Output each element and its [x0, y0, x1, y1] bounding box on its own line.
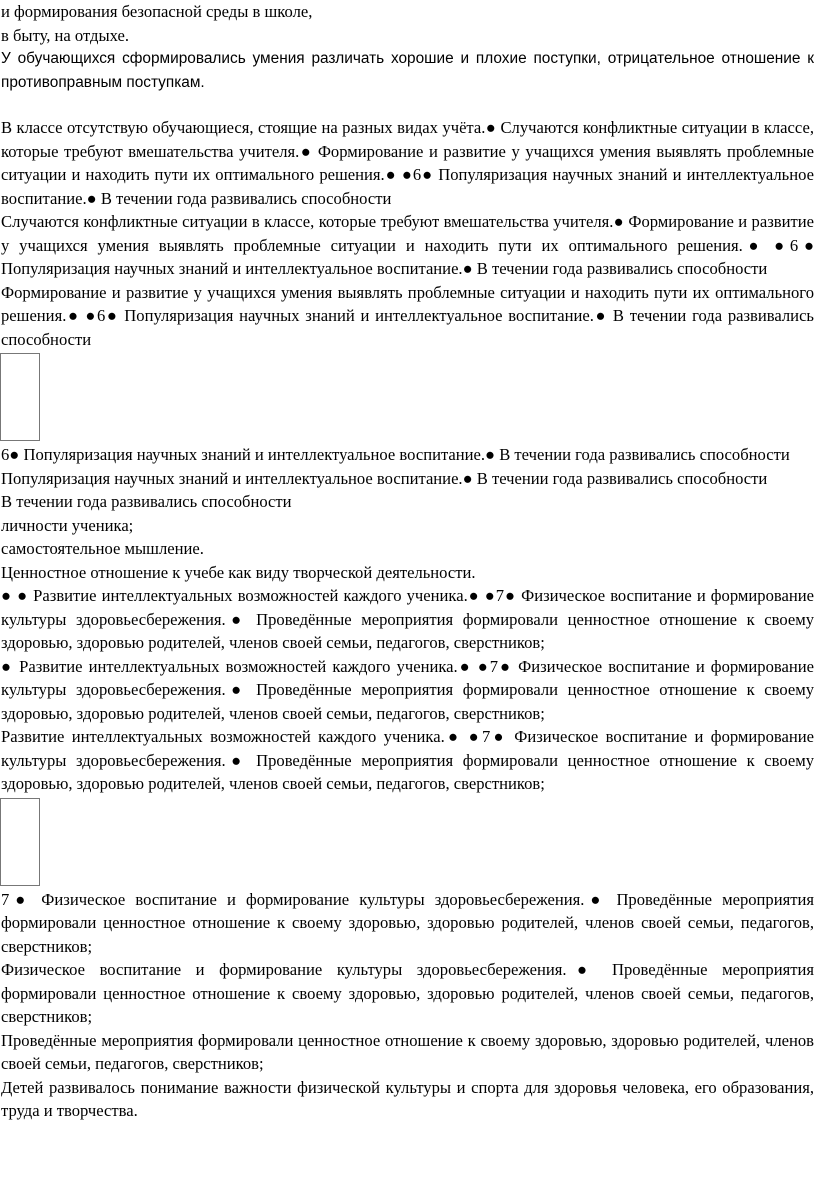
empty-frame [0, 353, 40, 441]
paragraph-1: и формирования безопасной среды в школе, [1, 2, 313, 21]
paragraph-16: 7● Физическое воспитание и формирование культуры здоровьесбережения.● Проведённые мероприятия формировали ценностное отношение к своему здоровью, здоровью родителей, членов своей семьи, педагогов, сверстников; [1, 889, 814, 956]
paragraph-8: Популяризация научных знаний и интеллектуальное воспитание.● В течении года развивались способности [1, 468, 768, 488]
blank-line [0, 94, 816, 116]
empty-frame [0, 798, 40, 886]
paragraph-19: Детей развивалось понимание важности физической культуры и спорта для здоровья человека, его образования, труда и творчества. [1, 1077, 814, 1120]
paragraph-18: Проведённые мероприятия формировали ценностное отношение к своему здоровью, здоровью родителей, членов своей семьи, педагогов, сверстников; [1, 1030, 814, 1073]
paragraph-10: личности ученика; [1, 515, 134, 535]
paragraph-7: 6● Популяризация научных знаний и интеллектуальное воспитание.● В течении года развивались способности [1, 445, 790, 464]
paragraph-13: ● ● Развитие интеллектуальных возможностей каждого ученика.● ●7● Физическое воспитание и формирование культуры здоровьесбережения.● Проведённые мероприятия формировали ценностное отношение к своему здоровью, здоровью родителей, членов своей семьи, педагогов, сверстников; [1, 586, 814, 652]
paragraph-15: Развитие интеллектуальных возможностей каждого ученика.● ●7● Физическое воспитание и формирование культуры здоровьесбережения.● Проведённые мероприятия формировали ценностное отношение к своему здоровью, здоровью родителей, членов своей семьи, педагогов, сверстников; [1, 727, 814, 793]
paragraph-4: В классе отсутствую обучающиеся, стоящие на разных видах учёта.● Случаются конфликтные ситуации в классе, которые требуют вмешательства учителя.● Формирование и развитие у учащихся умения выявлять проблемные ситуации и находить пути их оптимального решения.● ●6● Популяризация научных знаний и интеллектуальное воспитание.● В течении года развивались способности [1, 118, 814, 208]
paragraph-2: в быту, на отдыхе. [1, 25, 130, 45]
paragraph-9: В течении года развивались способности [1, 492, 292, 511]
paragraph-6: Формирование и развитие у учащихся умения выявлять проблемные ситуации и находить пути их оптимального решения.● ●6● Популяризация научных знаний и интеллектуальное воспитание.● В течении года развивались способности [1, 282, 814, 349]
paragraph-11: самостоятельное мышление. [1, 539, 204, 558]
paragraph-14: ● Развитие интеллектуальных возможностей каждого ученика.● ●7● Физическое воспитание и формирование культуры здоровьесбережения.● Проведённые мероприятия формировали ценностное отношение к своему здоровью, здоровью родителей, членов своей семьи, педагогов, сверстников; [1, 656, 814, 723]
paragraph-3: У обучающихся сформировались умения различать хорошие и плохие поступки, отрицательное отношение к противоправным поступкам. [1, 50, 814, 91]
paragraph-17: Физическое воспитание и формирование культуры здоровьесбережения.● Проведённые мероприятия формировали ценностное отношение к своему здоровью, здоровью родителей, членов своей семьи, педагогов, сверстников; [1, 960, 814, 1026]
paragraph-12: Ценностное отношение к учебе как виду творческой деятельности. [1, 562, 476, 582]
paragraph-5: Случаются конфликтные ситуации в классе, которые требуют вмешательства учителя.● Формирование и развитие у учащихся умения выявлять проблемные ситуации и находить пути их оптимального решения.● ●6● Популяризация научных знаний и интеллектуальное воспитание.● В течении года развивались способности [1, 212, 814, 278]
